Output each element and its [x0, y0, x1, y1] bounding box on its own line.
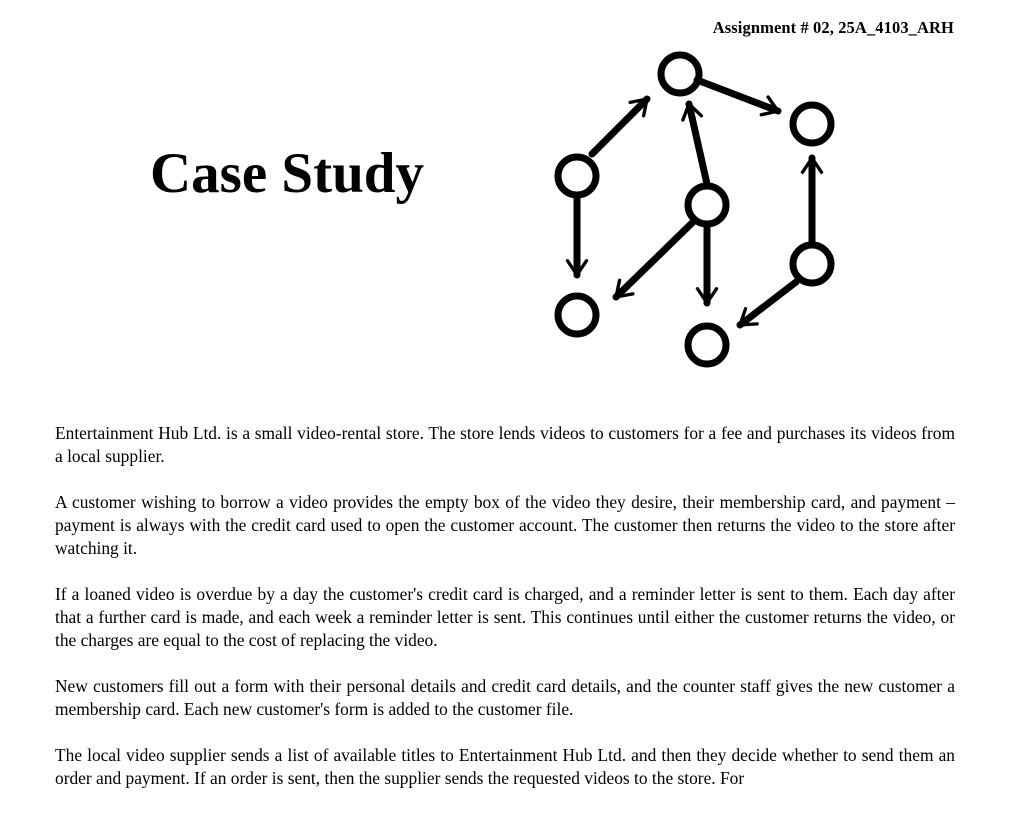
node-c [793, 105, 831, 143]
paragraph-borrowing: A customer wishing to borrow a video provides the empty box of the video they desire, their membership card, and payment – payment is always with the credit card used to open the customer account. The customer then returns the video to the store after watching it. [55, 492, 955, 558]
paragraph-overdue: If a loaned video is overdue by a day the customer's credit card is charged, and a reminder letter is sent to them. Each day after that a further card is made, and each week a reminder letter is sent. This continues until either the customer returns the video, or the charges are equal to the cost of replacing the video. [55, 584, 955, 650]
edge-d-b [689, 104, 707, 184]
paragraph-intro: Entertainment Hub Ltd. is a small video-rental store. The store lends videos to customers for a fee and purchases its videos from a local supplier. [55, 423, 955, 466]
node-b [661, 55, 699, 93]
edge-b-c [697, 80, 778, 111]
edge-a-b [592, 99, 647, 154]
directed-graph-icon [540, 45, 850, 375]
page-title: Case Study [150, 142, 424, 205]
paragraph-new-customers: New customers fill out a form with their personal details and credit card details, and the counter staff gives the new customer a membership card. Each new customer's form is added to the customer file. [55, 676, 955, 719]
node-f [688, 326, 726, 364]
node-a [558, 157, 596, 195]
node-d [688, 186, 726, 224]
node-e [558, 296, 596, 334]
assignment-reference: Assignment # 02, 25A_4103_ARH [712, 18, 954, 37]
edge-g-f [740, 282, 796, 325]
node-g [793, 245, 831, 283]
case-study-body [55, 422, 955, 813]
paragraph-supplier: The local video supplier sends a list of available titles to Entertainment Hub Ltd. and then they decide whether to send them an order and payment. If an order is sent, then the supplier sends the requested videos to the store. For [55, 745, 955, 788]
edge-d-e [616, 222, 693, 297]
